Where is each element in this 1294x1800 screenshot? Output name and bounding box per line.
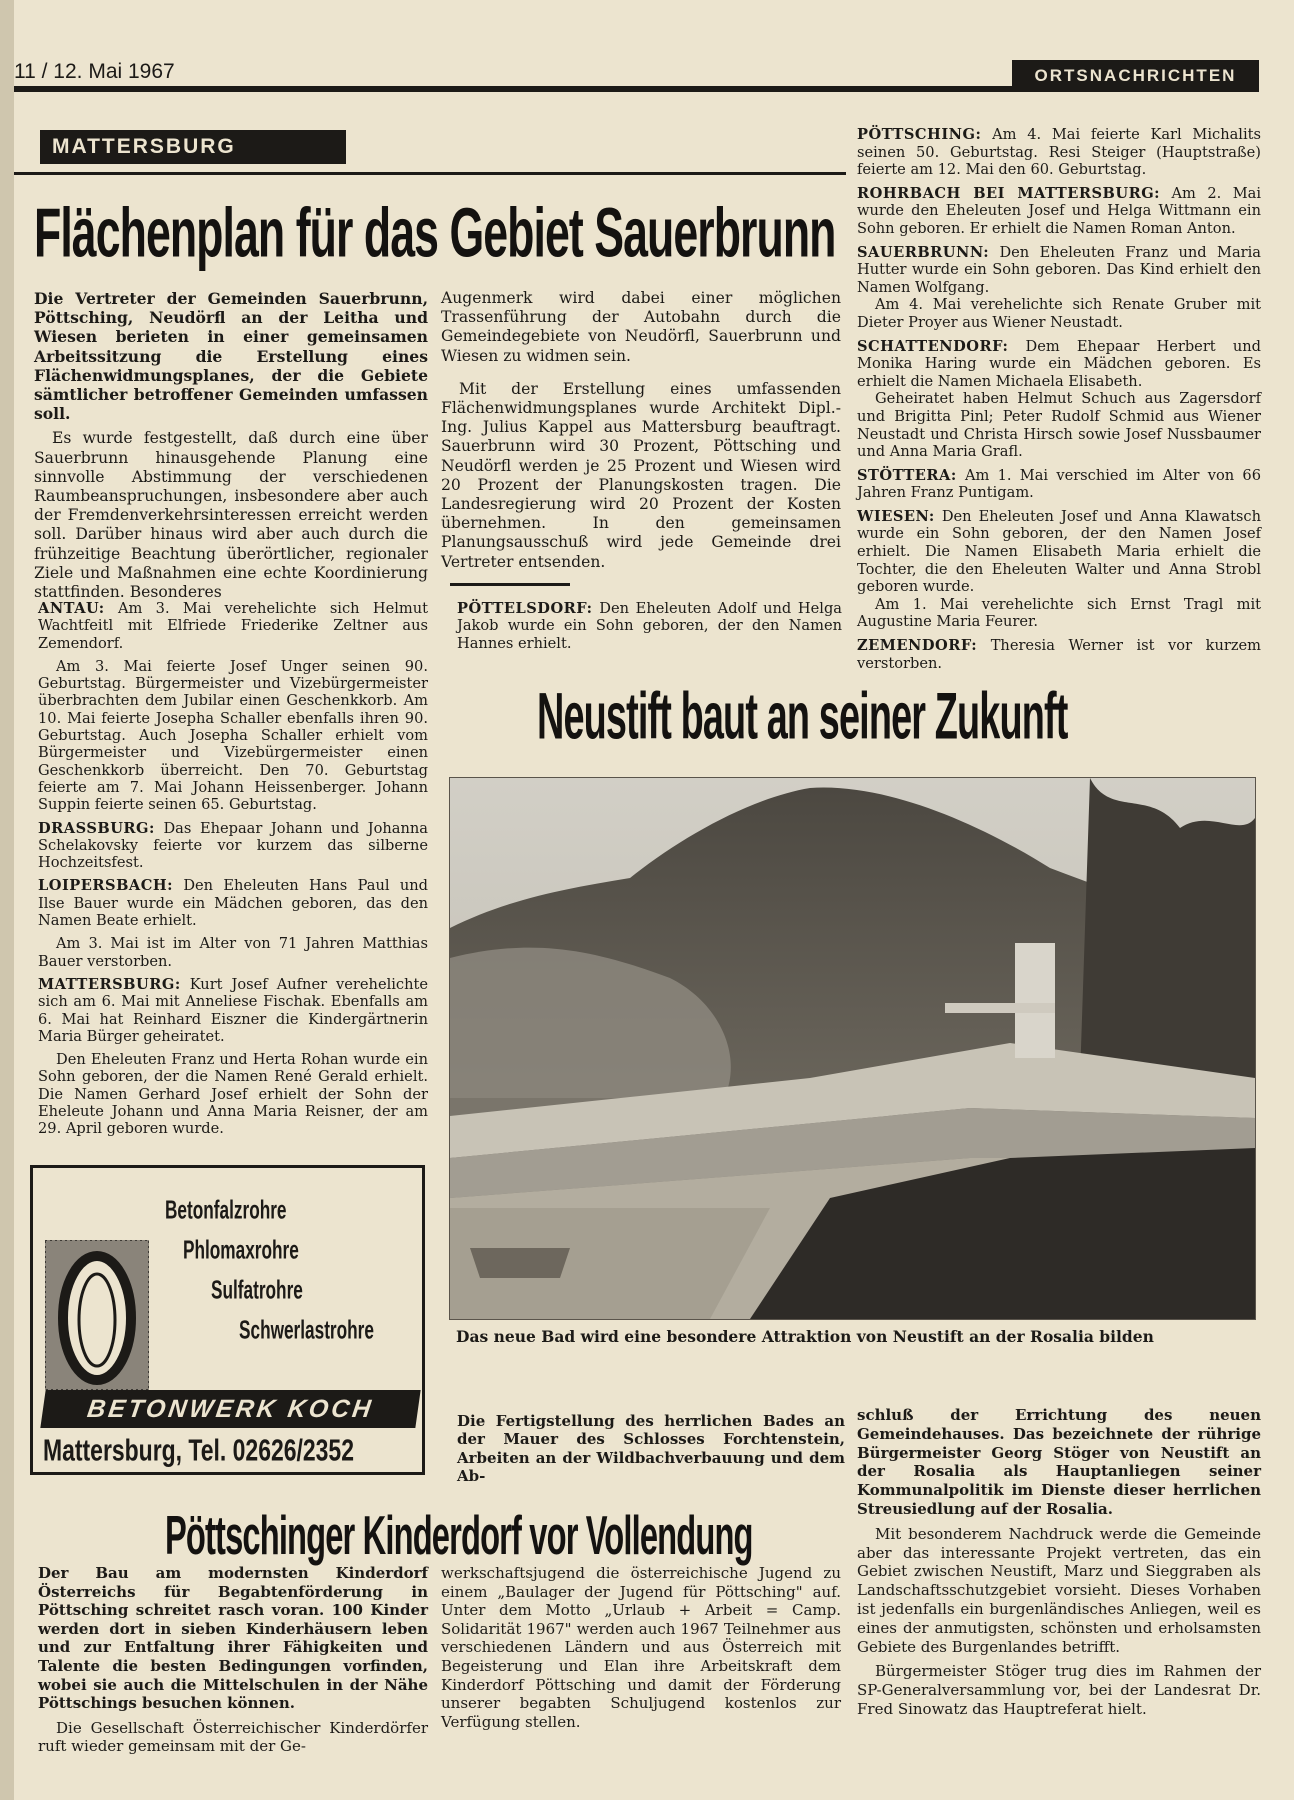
- article-divider: [450, 583, 570, 586]
- folio-date: 11 / 12. Mai 1967: [14, 60, 175, 83]
- news-item: ANTAU: Am 3. Mai verehelichte sich Helmut Wachtfeitl mit Elfriede Friederike Zeltner aus Zemendorf.: [38, 600, 428, 652]
- ad-product-line: Schwerlastrohre: [239, 1316, 374, 1345]
- left-news-column: [38, 600, 428, 1144]
- news-item: DRASSBURG: Das Ehepaar Johann und Johanna Schelakovsky feierte vor kurzem das silberne Hochzeitsfest.: [38, 819, 428, 872]
- article2-column-1: [457, 1412, 845, 1492]
- ad-product-line: Betonfalzrohre: [165, 1196, 287, 1225]
- article3-lead: Der Bau am modernsten Kinderdorf Österreichs für Begabtenförderung in Pöttsching schreitet rasch voran. 100 Kinder werden dort in sieben Kinderhäusern leben und zur Entfaltung ihrer Fähigkeiten und Talente die besten Bedingungen vorfinden, wobei sie auch die Mittelschulen in der Nähe Pöttschings besuchen können.: [38, 1564, 428, 1713]
- news-item: MATTERSBURG: Kurt Josef Aufner verehelichte sich am 6. Mai mit Anneliese Fischak. Ebenfalls am 6. Mai hat Reinhard Eiszner die Kindergärtnerin Maria Bürger geheiratet.: [38, 975, 428, 1045]
- article1-headline: Flächenplan für das Gebiet Sauerbrunn: [34, 195, 836, 273]
- news-item: Am 3. Mai feierte Josef Unger seinen 90. Geburtstag. Bürgermeister und Vizebürgermeister überbrachten dem Jubilar einen Geschenkkorb. Am 10. Mai feierte Josepha Schaller ebenfalls ihren 90. Geburtstag. Auch Josepha Schaller erhielt vom Bürgermeister und Vizebürgermeister einen Geschenkkorb überreicht. Den 70. Geburtstag feierte am 7. Mai Johann Heissenberger. Johann Suppin feierte seinen 65. Geburtstag.: [38, 657, 428, 814]
- news-item: PÖTTELSDORF: Den Eheleuten Adolf und Helga Jakob wurde ein Sohn geboren, der den Namen Hannes erhielt.: [457, 600, 842, 652]
- article2-column-2: [857, 1406, 1261, 1725]
- right-news-column: [857, 126, 1261, 678]
- news-item: Geheiratet haben Helmut Schuch aus Zagersdorf und Brigitta Pinl; Peter Rudolf Schmid aus Wiener Neustadt und Christa Hirsch sowie Josef Nussbaumer und Anna Maria Grafl.: [857, 390, 1261, 461]
- article2-paragraph: Mit besonderem Nachdruck werde die Gemeinde aber das interessante Projekt vertreten, das ein Gebiet zwischen Neustift, Marz und Sieggraben als Landschaftsschutzgebiet vorsieht. Dieses Vorhaben ist jedenfalls ein burgenländisches Anliegen, weil es eines der anmutigsten, schönsten und erholsamsten Gebiete des Burgenlandes betrifft.: [857, 1524, 1261, 1656]
- advertisement-betonwerk-koch: [30, 1165, 425, 1475]
- pool-scene-illustration: [450, 778, 1255, 1319]
- local-section-tag: MATTERSBURG: [40, 130, 346, 164]
- news-item: SAUERBRUNN: Den Eheleuten Franz und Maria Hutter wurde ein Sohn geboren. Das Kind erhielt den Namen Wolfgang.: [857, 243, 1261, 296]
- article1-paragraph: Augenmerk wird dabei einer möglichen Trassenführung der Autobahn durch die Gemeindegebiete von Neudörfl, Sauerbrunn und Wiesen zu widmen sein.: [441, 289, 841, 365]
- section-rule: [14, 172, 846, 175]
- article2-headline: Neustift baut an seiner Zukunft: [537, 680, 1068, 754]
- swimming-pool-photo: [449, 777, 1256, 1320]
- news-item: WIESEN: Den Eheleuten Josef und Anna Klawatsch wurde ein Sohn geboren, der den Namen Josef erhielt. Die Namen Elisabeth Maria erhielt die Tochter, die den Eheleuten Walter und Anna Strobl geboren wurde.: [857, 507, 1261, 596]
- news-item: Den Eheleuten Franz und Herta Rohan wurde ein Sohn geboren, der die Namen René Gerald erhielt. Die Namen Gerhard Josef erhielt der Sohn der Eheleute Johann und Anna Maria Reisner, der am 29. April geboren wurde.: [38, 1051, 428, 1138]
- news-item: ZEMENDORF: Theresia Werner ist vor kurzem verstorben.: [857, 637, 1262, 672]
- news-item: Am 3. Mai ist im Alter von 71 Jahren Matthias Bauer verstorben.: [38, 935, 428, 970]
- article1-body: Es wurde festgestellt, daß durch eine über Sauerbrunn hinausgehende Planung eine sinnvolle Abstimmung der verschiedenen Raumbeanspruchungen, insbesondere aber auch der Fremdenverkehrsinteressen erreicht werden soll. Darüber hinaus wird aber auch durch die frühzeitige Beachtung überörtlicher, regionaler Ziele und Maßnahmen eine echte Koordinierung stattfinden. Besonderes: [34, 429, 428, 602]
- article3-body: Die Gesellschaft Österreichischer Kinderdörfer ruft wieder gemeinsam mit der Ge-: [38, 1718, 428, 1756]
- article1-column-2: [441, 289, 841, 578]
- news-item: Am 4. Mai verehelichte sich Renate Gruber mit Dieter Proyer aus Wiener Neustadt.: [857, 296, 1261, 331]
- section-tag: ORTSNACHRICHTEN: [1012, 60, 1259, 92]
- ad-contact: Mattersburg, Tel. 02626/2352: [43, 1433, 354, 1468]
- news-item: LOIPERSBACH: Den Eheleuten Hans Paul und Ilse Bauer wurde ein Mädchen geboren, das den Namen Beate erhielt.: [38, 877, 428, 930]
- news-item: STÖTTERA: Am 1. Mai verschied im Alter von 66 Jahren Franz Puntigam.: [857, 466, 1261, 502]
- article3-column-2: [441, 1564, 841, 1737]
- news-item: Am 1. Mai verehelichte sich Ernst Tragl mit Augustine Maria Feurer.: [857, 595, 1261, 631]
- article1-column-1: [34, 289, 428, 608]
- header-rule: [14, 86, 1012, 92]
- news-item: PÖTTSCHING: Am 4. Mai feierte Karl Michalits seinen 50. Geburtstag. Resi Steiger (Hauptstraße) feierte am 12. Mai den 60. Geburtstag.: [857, 126, 1261, 179]
- article2-paragraph: schluß der Errichtung des neuen Gemeindehauses. Das bezeichnete der rührige Bürgermeister Georg Stöger von Neustift an der Rosalia als Hauptanliegen seiner Kommunalpolitik im Dienste dieser herrlichen Streusiedlung auf der Rosalia.: [857, 1406, 1261, 1518]
- article1-paragraph: Mit der Erstellung eines umfassenden Flächenwidmungsplanes wurde Architekt Dipl.-Ing. Julius Kappel aus Mattersburg beauftragt. Sauerbrunn wird 30 Prozent, Pöttsching und Neudörfl werden je 25 Prozent und Wiesen wird 20 Prozent der Planungskosten tragen. Die Landesregierung wird 20 Prozent der Kosten übernehmen. In den gemeinsamen Planungsausschuß wird jede Gemeinde drei Vertreter entsenden.: [441, 379, 841, 571]
- article3-column-1: [38, 1564, 428, 1762]
- article2-paragraph: Bürgermeister Stöger trug dies im Rahmen der SP-Generalversammlung vor, bei der Landesrat Dr. Fred Sinowatz das Hauptreferat hielt.: [857, 1662, 1261, 1718]
- news-item: ROHRBACH BEI MATTERSBURG: Am 2. Mai wurde den Eheleuten Josef und Helga Wittmann ein Sohn geboren. Er erhielt die Namen Roman Anton.: [857, 184, 1261, 237]
- photo-caption: Das neue Bad wird eine besondere Attraktion von Neustift an der Rosalia bilden: [456, 1327, 1154, 1346]
- article3-paragraph: werkschaftsjugend die österreichische Jugend zu einem „Baulager der Jugend für Pöttsching" auf. Unter dem Motto „Urlaub + Arbeit = Camp. Solidarität 1967" werden auch 1967 Teilnehmer aus verschiedenen Ländern und aus Österreich mit Begeisterung und Elan ihre Arbeitskraft dem Kinderdorf Pöttsching und damit der Förderung unserer begabten Schuljugend kostenlos zur Verfügung stellen.: [441, 1564, 841, 1731]
- news-item: SCHATTENDORF: Dem Ehepaar Herbert und Monika Haring wurde ein Mädchen geboren. Es erhielt die Namen Michaela Elisabeth.: [857, 337, 1261, 390]
- ad-product-line: Sulfatrohre: [211, 1276, 303, 1305]
- article1-lead: Die Vertreter der Gemeinden Sauerbrunn, Pöttsching, Neudörfl an der Leitha und Wiesen berieten in einer gemeinsamen Arbeitssitzung die Erstellung eines Flächenwidmungsplanes, der die Gebiete sämtlicher betroffener Gemeinden umfassen soll.: [34, 289, 428, 424]
- article2-paragraph: Die Fertigstellung des herrlichen Bades an der Mauer des Schlosses Forchtenstein, Arbeiten an der Wildbachverbauung und dem Ab-: [457, 1412, 845, 1486]
- ad-product-line: Phlomaxrohre: [183, 1236, 299, 1265]
- article3-headline: Pöttschinger Kinderdorf vor Vollendung: [165, 1506, 753, 1567]
- pipe-icon: [45, 1240, 149, 1390]
- page-edge: [0, 0, 14, 1800]
- ad-brand-band: BETONWERK KOCH: [40, 1390, 420, 1428]
- mid-news-item: [457, 600, 842, 658]
